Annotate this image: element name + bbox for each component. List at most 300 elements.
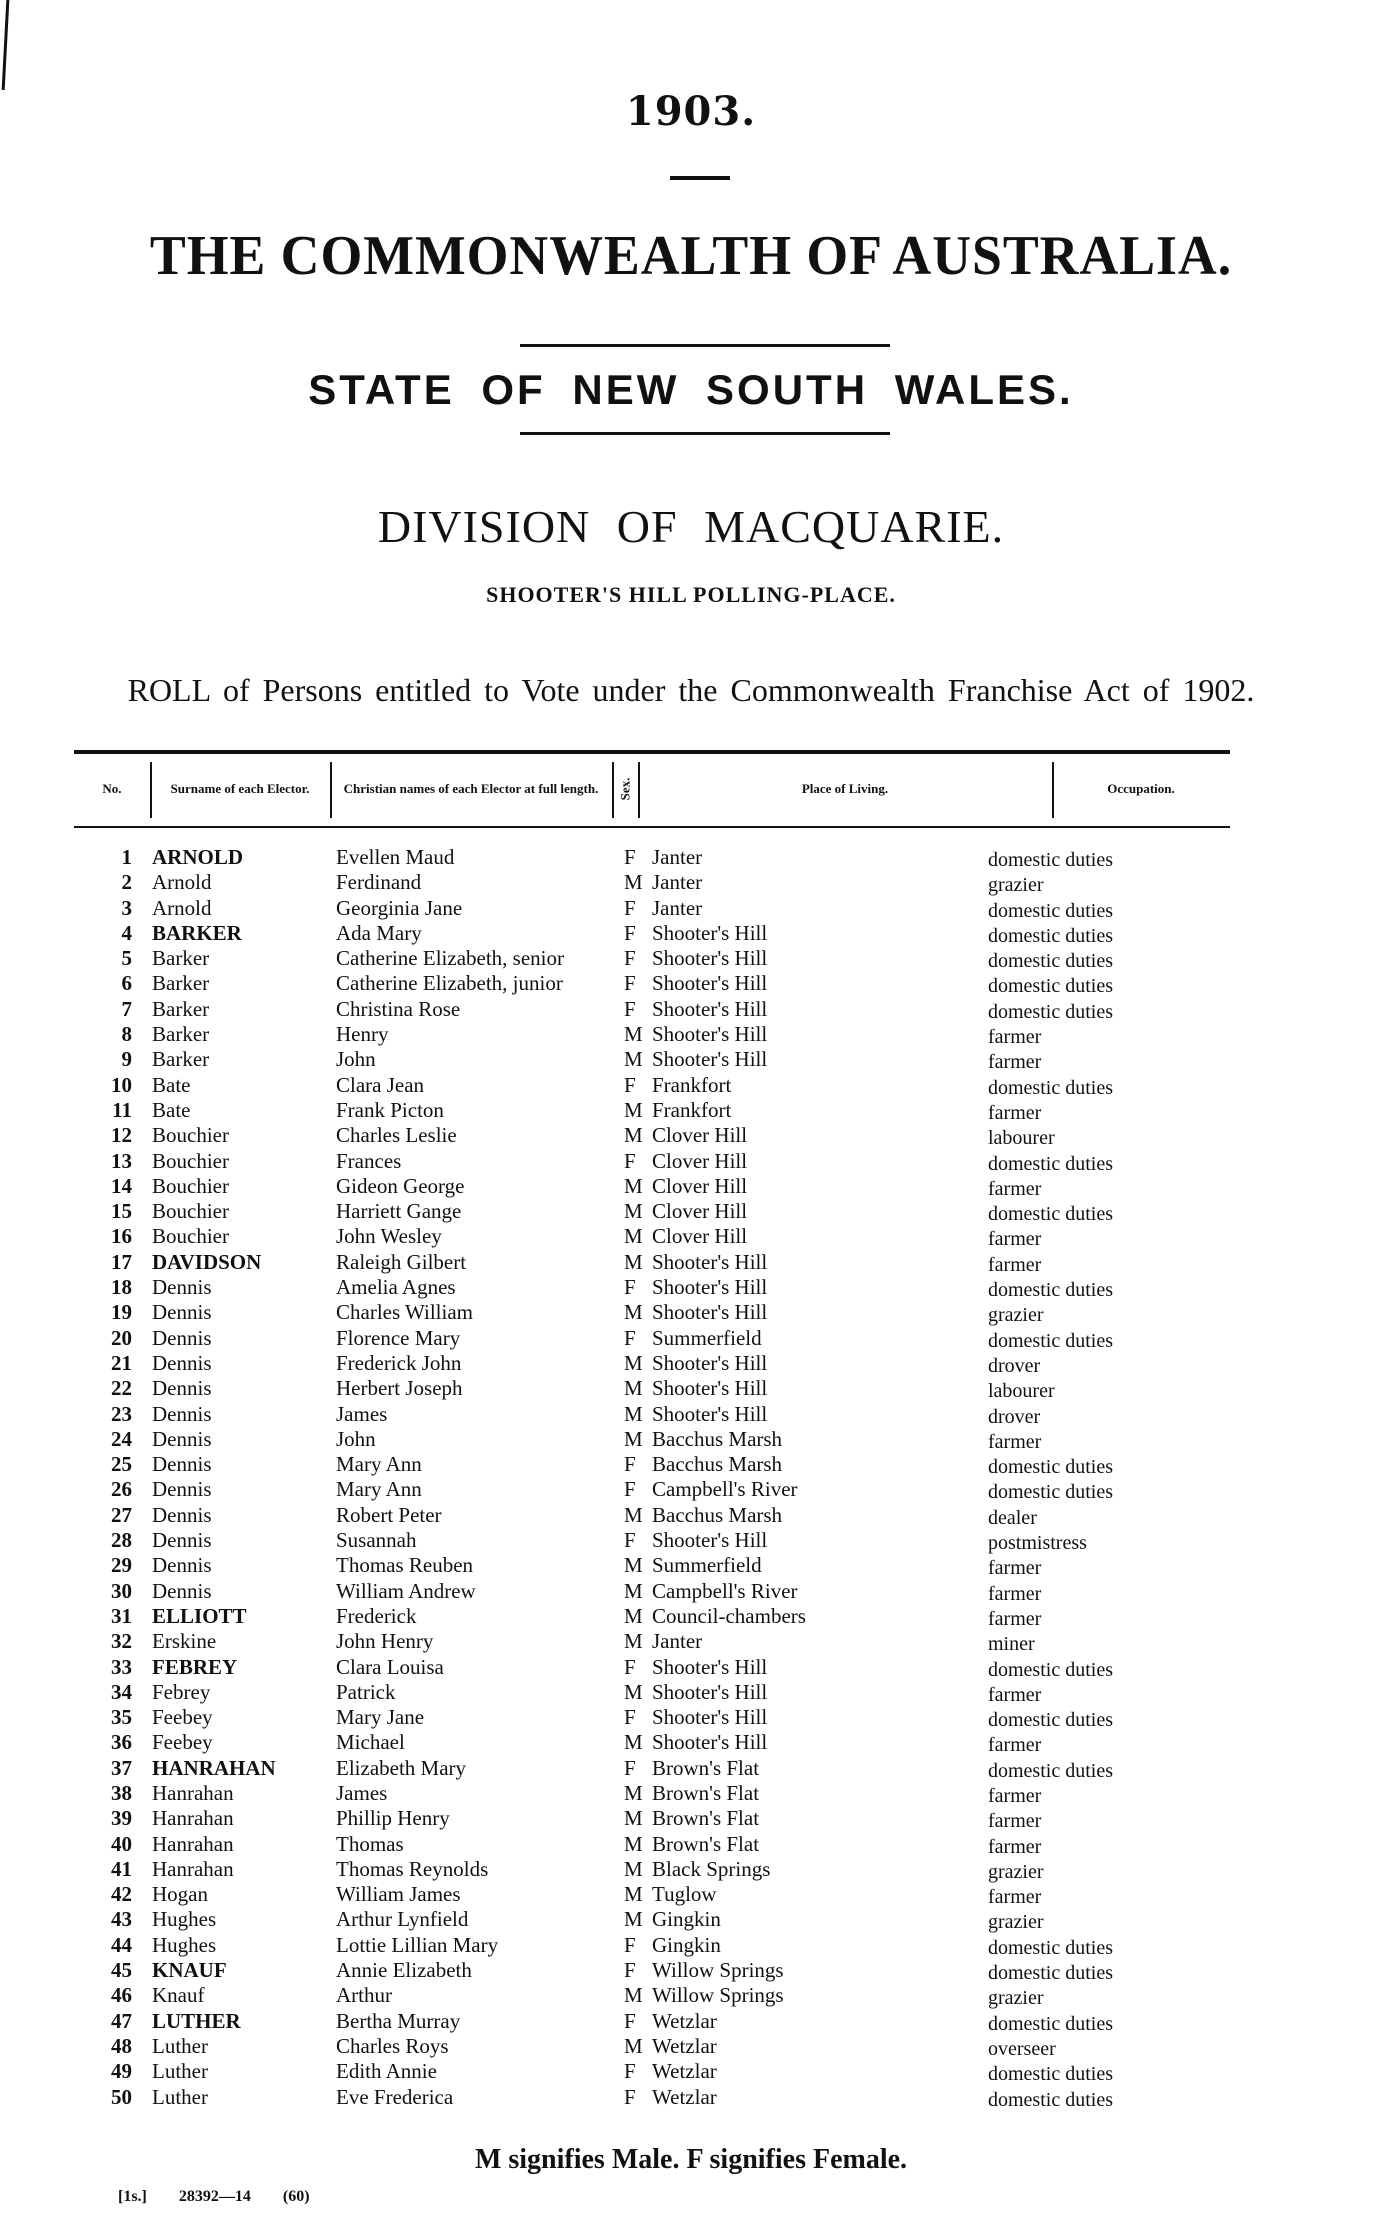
elector-number: 50 (111, 2084, 132, 2109)
elector-occupation: domestic duties (988, 2088, 1113, 2111)
elector-number: 28 (111, 1528, 132, 1553)
elector-surname: KNAUF (152, 1958, 227, 1983)
elector-christian-names: Thomas Reuben (336, 1553, 474, 1578)
elector-row (0, 870, 1382, 895)
elector-sex: M (624, 1376, 643, 1401)
elector-surname: Dennis (152, 1426, 212, 1451)
elector-number: 9 (121, 1047, 132, 1072)
elector-row (0, 1857, 1382, 1882)
elector-surname: Bate (152, 1072, 191, 1097)
elector-sex: M (624, 1983, 643, 2008)
elector-sex: F (624, 920, 636, 945)
elector-christian-names: Georginia Jane (336, 895, 463, 920)
elector-sex: F (624, 1654, 636, 1679)
elector-occupation: domestic duties (988, 849, 1113, 871)
elector-place: Shooter's Hill (652, 946, 768, 971)
elector-place: Shooter's Hill (652, 1679, 768, 1704)
elector-occupation: domestic duties (988, 1456, 1113, 1479)
elector-number: 33 (111, 1654, 132, 1679)
elector-number: 23 (111, 1401, 132, 1426)
elector-row (0, 1958, 1382, 1983)
elector-place: Council-chambers (652, 1603, 806, 1628)
elector-place: Shooter's Hill (652, 1654, 768, 1679)
elector-occupation: labourer (988, 1127, 1055, 1150)
elector-christian-names: Catherine Elizabeth, senior (336, 946, 564, 971)
elector-sex: M (624, 1502, 643, 1527)
elector-surname: Bouchier (152, 1199, 229, 1224)
elector-row (0, 1553, 1382, 1578)
elector-place: Brown's Flat (652, 1831, 760, 1856)
elector-christian-names: William Andrew (336, 1578, 476, 1603)
elector-number: 34 (111, 1679, 132, 1704)
elector-place: Tuglow (652, 1882, 717, 1907)
elector-row (0, 1402, 1382, 1427)
elector-number: 46 (111, 1983, 132, 2008)
elector-surname: Arnold (152, 895, 212, 920)
elector-occupation: domestic duties (988, 899, 1113, 922)
elector-row (0, 1199, 1382, 1224)
elector-place: Clover Hill (652, 1148, 748, 1173)
elector-sex: F (624, 2084, 636, 2109)
elector-surname: Hughes (152, 1907, 217, 1932)
elector-row (0, 1832, 1382, 1857)
elector-surname: Dennis (152, 1300, 212, 1325)
elector-christian-names: Christina Rose (336, 996, 461, 1021)
elector-place: Wetzlar (652, 2008, 717, 2033)
elector-occupation: farmer (988, 1886, 1042, 1909)
elector-occupation: farmer (988, 1253, 1042, 1276)
elector-place: Summerfield (652, 1325, 762, 1350)
elector-sex: F (624, 971, 636, 996)
elector-number: 4 (121, 920, 132, 945)
elector-place: Campbell's River (652, 1578, 798, 1603)
elector-occupation: grazier (988, 1860, 1044, 1883)
elector-place: Gingkin (652, 1932, 721, 1957)
elector-occupation: domestic duties (988, 2012, 1113, 2035)
sex-legend: M signifies Male. F signifies Female. (474, 2144, 908, 2175)
elector-christian-names: Gideon George (336, 1173, 465, 1198)
elector-surname: Hanrahan (152, 1780, 234, 1805)
elector-surname: Dennis (152, 1452, 212, 1477)
elector-christian-names: Frances (336, 1148, 402, 1173)
elector-place: Shooter's Hill (652, 1275, 768, 1300)
elector-occupation: grazier (988, 874, 1044, 897)
elector-surname: Dennis (152, 1553, 212, 1578)
elector-occupation: farmer (988, 1177, 1042, 1200)
elector-surname: Hughes (152, 1932, 217, 1957)
elector-occupation: domestic duties (988, 950, 1113, 973)
elector-number: 6 (121, 971, 132, 996)
elector-surname: ARNOLD (152, 845, 244, 869)
elector-surname: Arnold (152, 870, 212, 895)
elector-row (0, 1503, 1382, 1528)
elector-place: Shooter's Hill (652, 1249, 768, 1274)
elector-occupation: domestic duties (988, 1279, 1113, 1302)
elector-row (0, 1376, 1382, 1401)
elector-occupation: farmer (988, 1835, 1042, 1858)
elector-christian-names: Arthur Lynfield (336, 1907, 469, 1932)
elector-surname: Barker (152, 971, 210, 996)
elector-surname: FEBREY (152, 1654, 238, 1679)
elector-place: Shooter's Hill (652, 1300, 768, 1325)
elector-row (0, 1073, 1382, 1098)
elector-surname: Dennis (152, 1325, 212, 1350)
elector-number: 17 (111, 1249, 132, 1274)
elector-number: 20 (111, 1325, 132, 1350)
elector-sex: M (624, 1806, 643, 1831)
elector-sex: M (624, 870, 643, 895)
elector-sex: M (624, 1097, 643, 1122)
elector-surname: HANRAHAN (152, 1755, 276, 1780)
elector-surname: Dennis (152, 1350, 212, 1375)
column-header-sex-label: Sex. (617, 777, 632, 801)
elector-row (0, 1806, 1382, 1831)
elector-surname: Barker (152, 946, 210, 971)
elector-number: 29 (111, 1553, 132, 1578)
elector-row (0, 845, 1382, 870)
elector-occupation: domestic duties (988, 1709, 1113, 1732)
elector-christian-names: Amelia Agnes (336, 1275, 456, 1300)
elector-christian-names: Annie Elizabeth (336, 1958, 472, 1983)
elector-christian-names: Charles Roys (336, 2033, 449, 2058)
elector-christian-names: Frederick (336, 1603, 417, 1628)
elector-occupation: domestic duties (988, 2063, 1113, 2086)
margin-mark (2, 0, 10, 90)
elector-number: 45 (111, 1958, 132, 1983)
elector-occupation: drover (988, 1405, 1041, 1428)
elector-number: 11 (112, 1097, 132, 1122)
elector-sex: M (624, 1578, 643, 1603)
elector-christian-names: John Henry (336, 1629, 434, 1654)
column-header-surname: Surname of each Elector. (170, 781, 310, 796)
elector-number: 22 (111, 1376, 132, 1401)
elector-surname: BARKER (152, 920, 242, 945)
elector-row (0, 1933, 1382, 1958)
elector-christian-names: James (336, 1401, 388, 1426)
elector-place: Shooter's Hill (652, 1047, 768, 1072)
elector-occupation: domestic duties (988, 1329, 1113, 1352)
elector-christian-names: John Wesley (336, 1224, 442, 1249)
state-rule-top (520, 344, 890, 347)
column-header-occupation: Occupation. (1107, 781, 1175, 796)
elector-surname: DAVIDSON (152, 1249, 262, 1274)
elector-place: Wetzlar (652, 2059, 717, 2084)
elector-christian-names: James (336, 1780, 388, 1805)
title-rule (670, 176, 730, 180)
elector-row (0, 1224, 1382, 1249)
elector-place: Shooter's Hill (652, 996, 768, 1021)
elector-sex: M (624, 1780, 643, 1805)
elector-sex: F (624, 1452, 636, 1477)
column-header-christian-names: Christian names of each Elector at full length. (343, 781, 599, 796)
roll-title: ROLL of Persons entitled to Vote under the Commonwealth Franchise Act of 1902. (127, 672, 1255, 708)
elector-occupation: farmer (988, 1734, 1042, 1757)
elector-row (0, 1123, 1382, 1148)
elector-row (0, 1629, 1382, 1654)
elector-occupation: domestic duties (988, 1152, 1113, 1175)
elector-number: 13 (111, 1148, 132, 1173)
elector-row (0, 1351, 1382, 1376)
elector-christian-names: Lottie Lillian Mary (336, 1932, 499, 1957)
elector-sex: M (624, 1629, 643, 1654)
elector-place: Shooter's Hill (652, 1401, 768, 1426)
elector-christian-names: Florence Mary (336, 1325, 461, 1350)
elector-surname: Bouchier (152, 1224, 229, 1249)
elector-surname: Barker (152, 1047, 210, 1072)
elector-sex: F (624, 1705, 636, 1730)
elector-christian-names: Michael (336, 1730, 405, 1755)
elector-number: 7 (121, 996, 132, 1021)
elector-christian-names: Ferdinand (336, 870, 422, 895)
elector-place: Clover Hill (652, 1123, 748, 1148)
elector-occupation: farmer (988, 1051, 1042, 1074)
elector-christian-names: Harriett Gange (336, 1199, 462, 1224)
elector-place: Black Springs (652, 1856, 771, 1881)
elector-surname: Bouchier (152, 1173, 229, 1198)
elector-christian-names: Elizabeth Mary (336, 1755, 467, 1780)
elector-christian-names: Edith Annie (336, 2059, 437, 2084)
elector-christian-names: William James (336, 1882, 461, 1907)
elector-row (0, 971, 1382, 996)
elector-sex: M (624, 1047, 643, 1072)
elector-occupation: grazier (988, 1304, 1044, 1327)
elector-surname: Dennis (152, 1578, 212, 1603)
elector-number: 36 (111, 1730, 132, 1755)
elector-christian-names: Clara Louisa (336, 1654, 444, 1679)
elector-number: 32 (111, 1629, 132, 1654)
elector-place: Campbell's River (652, 1477, 798, 1502)
elector-sex: M (624, 1199, 643, 1224)
elector-occupation: farmer (988, 1228, 1042, 1251)
elector-occupation: labourer (988, 1380, 1055, 1403)
elector-occupation: domestic duties (988, 1936, 1113, 1959)
elector-row (0, 921, 1382, 946)
elector-number: 44 (111, 1932, 132, 1957)
elector-place: Gingkin (652, 1907, 721, 1932)
elector-christian-names: Herbert Joseph (336, 1376, 463, 1401)
printer-imprint: [1s.] 28392—14 (60) (118, 2188, 310, 2205)
elector-sex: F (624, 1755, 636, 1780)
elector-place: Bacchus Marsh (652, 1502, 783, 1527)
elector-row (0, 2085, 1382, 2110)
state-title: STATE OF NEW SOUTH WALES. (308, 366, 1074, 413)
elector-row (0, 1452, 1382, 1477)
elector-number: 35 (111, 1705, 132, 1730)
elector-row (0, 1655, 1382, 1680)
elector-number: 49 (111, 2059, 132, 2084)
elector-christian-names: Mary Ann (336, 1452, 422, 1477)
elector-sex: F (624, 2008, 636, 2033)
elector-place: Clover Hill (652, 1173, 748, 1198)
elector-surname: Hogan (152, 1882, 208, 1907)
elector-surname: Dennis (152, 1477, 212, 1502)
elector-surname: Dennis (152, 1502, 212, 1527)
elector-sex: F (624, 1072, 636, 1097)
elector-christian-names: Thomas (336, 1831, 404, 1856)
elector-christian-names: Phillip Henry (336, 1806, 450, 1831)
elector-number: 47 (111, 2008, 132, 2033)
country-title: THE COMMONWEALTH OF AUSTRALIA. (149, 225, 1233, 287)
elector-surname: Barker (152, 996, 210, 1021)
elector-row (0, 1300, 1382, 1325)
elector-number: 42 (111, 1882, 132, 1907)
elector-place: Janter (652, 895, 703, 920)
elector-christian-names: Susannah (336, 1528, 417, 1553)
elector-row (0, 1983, 1382, 2008)
elector-sex: F (624, 1932, 636, 1957)
elector-number: 5 (121, 946, 132, 971)
elector-christian-names: Bertha Murray (336, 2008, 461, 2033)
elector-christian-names: John (336, 1047, 376, 1072)
elector-occupation: postmistress (988, 1532, 1087, 1555)
elector-place: Brown's Flat (652, 1780, 760, 1805)
elector-occupation: farmer (988, 1607, 1042, 1630)
elector-occupation: farmer (988, 1026, 1042, 1049)
elector-occupation: miner (988, 1633, 1035, 1656)
elector-sex: F (624, 946, 636, 971)
elector-row (0, 1907, 1382, 1932)
elector-surname: Knauf (152, 1983, 205, 2008)
elector-list (0, 845, 1382, 2110)
elector-place: Clover Hill (652, 1199, 748, 1224)
elector-occupation: farmer (988, 1101, 1042, 1124)
elector-christian-names: John (336, 1426, 376, 1451)
elector-place: Willow Springs (652, 1983, 784, 2008)
elector-christian-names: Arthur (336, 1983, 392, 2008)
elector-occupation: grazier (988, 1911, 1044, 1934)
elector-surname: Bouchier (152, 1148, 229, 1173)
elector-place: Wetzlar (652, 2033, 717, 2058)
elector-place: Shooter's Hill (652, 1022, 768, 1047)
elector-surname: Hanrahan (152, 1806, 234, 1831)
elector-number: 26 (111, 1477, 132, 1502)
elector-number: 30 (111, 1578, 132, 1603)
elector-surname: Luther (152, 2059, 208, 2084)
elector-sex: M (624, 1173, 643, 1198)
elector-place: Shooter's Hill (652, 1705, 768, 1730)
elector-row (0, 1275, 1382, 1300)
elector-surname: Dennis (152, 1376, 212, 1401)
elector-number: 25 (111, 1452, 132, 1477)
elector-sex: M (624, 1679, 643, 1704)
elector-row (0, 997, 1382, 1022)
elector-place: Shooter's Hill (652, 1350, 768, 1375)
elector-christian-names: Charles William (336, 1300, 473, 1325)
elector-surname: LUTHER (152, 2008, 241, 2033)
elector-sex: M (624, 1350, 643, 1375)
elector-row (0, 1098, 1382, 1123)
elector-number: 10 (111, 1072, 132, 1097)
elector-number: 18 (111, 1275, 132, 1300)
elector-christian-names: Clara Jean (336, 1072, 425, 1097)
elector-occupation: farmer (988, 1582, 1042, 1605)
elector-christian-names: Mary Ann (336, 1477, 422, 1502)
elector-surname: Barker (152, 1022, 210, 1047)
elector-row (0, 2059, 1382, 2084)
elector-place: Shooter's Hill (652, 1528, 768, 1553)
elector-occupation: overseer (988, 2037, 1056, 2060)
elector-surname: Luther (152, 2033, 208, 2058)
roll-table-header (74, 750, 1230, 828)
elector-number: 41 (111, 1856, 132, 1881)
elector-row (0, 1149, 1382, 1174)
elector-sex: M (624, 1123, 643, 1148)
elector-number: 31 (111, 1603, 132, 1628)
elector-sex: M (624, 1022, 643, 1047)
elector-christian-names: Mary Jane (336, 1705, 425, 1730)
elector-surname: Bate (152, 1097, 191, 1122)
elector-surname: Erskine (152, 1629, 217, 1654)
elector-row (0, 1781, 1382, 1806)
elector-row (0, 1730, 1382, 1755)
elector-row (0, 1174, 1382, 1199)
elector-row (0, 946, 1382, 971)
elector-number: 24 (111, 1426, 132, 1451)
elector-row (0, 1604, 1382, 1629)
elector-place: Clover Hill (652, 1224, 748, 1249)
elector-sex: M (624, 1249, 643, 1274)
elector-christian-names: Patrick (336, 1679, 396, 1704)
elector-christian-names: Frank Picton (336, 1097, 444, 1122)
elector-occupation: dealer (988, 1506, 1037, 1529)
elector-christian-names: Ada Mary (336, 920, 422, 945)
elector-row (0, 1680, 1382, 1705)
elector-sex: M (624, 1401, 643, 1426)
elector-row (0, 1579, 1382, 1604)
elector-number: 43 (111, 1907, 132, 1932)
elector-number: 15 (111, 1199, 132, 1224)
elector-sex: M (624, 1603, 643, 1628)
elector-occupation: domestic duties (988, 1076, 1113, 1099)
elector-place: Bacchus Marsh (652, 1452, 783, 1477)
elector-place: Shooter's Hill (652, 920, 768, 945)
elector-surname: Bouchier (152, 1123, 229, 1148)
elector-christian-names: Raleigh Gilbert (336, 1249, 467, 1274)
document-year: 1903. (625, 88, 757, 135)
elector-christian-names: Henry (336, 1022, 389, 1047)
elector-christian-names: Thomas Reynolds (336, 1856, 489, 1881)
elector-surname: Feebey (152, 1705, 213, 1730)
elector-surname: Dennis (152, 1528, 212, 1553)
elector-sex: F (624, 2059, 636, 2084)
elector-row (0, 1250, 1382, 1275)
elector-place: Janter (652, 1629, 703, 1654)
state-rule-bottom (520, 432, 890, 435)
elector-sex: F (624, 1325, 636, 1350)
elector-place: Frankfort (652, 1097, 732, 1122)
elector-christian-names: Frederick John (336, 1350, 462, 1375)
elector-occupation: domestic duties (988, 1481, 1113, 1504)
polling-place-title: SHOOTER'S HILL POLLING-PLACE. (486, 582, 896, 607)
elector-christian-names: Eve Frederica (336, 2084, 454, 2109)
elector-surname: Feebey (152, 1730, 213, 1755)
elector-place: Bacchus Marsh (652, 1426, 783, 1451)
elector-occupation: farmer (988, 1430, 1042, 1453)
elector-christian-names: Charles Leslie (336, 1123, 457, 1148)
elector-sex: F (624, 996, 636, 1021)
elector-place: Willow Springs (652, 1958, 784, 1983)
elector-place: Shooter's Hill (652, 1376, 768, 1401)
elector-occupation: domestic duties (988, 1000, 1113, 1023)
elector-occupation: domestic duties (988, 1759, 1113, 1782)
elector-sex: M (624, 1856, 643, 1881)
elector-occupation: domestic duties (988, 1203, 1113, 1226)
elector-occupation: domestic duties (988, 1962, 1113, 1985)
elector-number: 37 (111, 1755, 132, 1780)
elector-occupation: farmer (988, 1557, 1042, 1580)
elector-place: Shooter's Hill (652, 971, 768, 996)
elector-place: Janter (652, 870, 703, 895)
